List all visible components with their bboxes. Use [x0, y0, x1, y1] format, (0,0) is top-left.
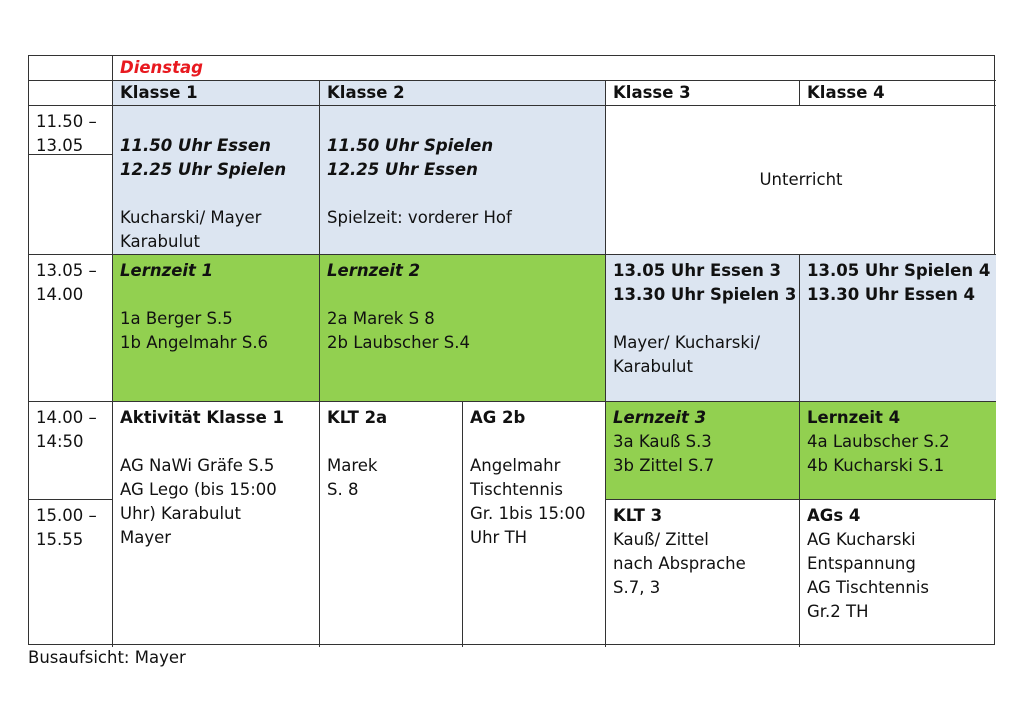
ag-entry: AG Kucharski: [807, 530, 916, 549]
time-slot-1: [29, 106, 113, 155]
lernzeit-title: Lernzeit 4: [807, 408, 901, 427]
block3-ag-2b: [463, 402, 606, 647]
note-text: nach Absprache: [613, 554, 746, 573]
supervisor-text: Kucharski/ Mayer: [120, 208, 262, 227]
block2-klasse-1: [113, 255, 320, 402]
ag-entry: Angelmahr: [470, 456, 561, 475]
block2-klasse-2: [320, 255, 606, 402]
block1-klasse-2: [320, 106, 606, 255]
ag-entry: AG Tischtennis: [807, 578, 930, 597]
block2-klasse-4: [800, 255, 996, 402]
block3-klasse-1: [113, 402, 320, 647]
header-klasse-1: Klasse 1: [113, 81, 320, 106]
block1-klasse-1: [113, 106, 320, 255]
teacher-text: Kauß/ Zittel: [613, 530, 709, 549]
time-slot-empty: [29, 155, 113, 255]
bus-supervision-note: Busaufsicht: Mayer: [28, 648, 186, 667]
block2-klasse-3: [606, 255, 800, 402]
ag-entry: AG Lego (bis 15:00: [120, 480, 277, 499]
header-klasse-3: Klasse 3: [606, 81, 800, 106]
day-title-cell: [113, 56, 996, 81]
schedule-entry: 11.50 Uhr Spielen: [327, 136, 494, 155]
location-text: Spielzeit: vorderer Hof: [327, 208, 512, 227]
time-end: 14:50: [36, 432, 84, 451]
block1-klasse-3-4: [606, 106, 996, 255]
time-start: 11.50 –: [36, 112, 97, 131]
header-klasse-4: Klasse 4: [800, 81, 996, 106]
schedule-entry: 13.05 Uhr Spielen 4: [807, 261, 991, 280]
schedule-entry: 12.25 Uhr Essen: [327, 160, 478, 179]
supervisor-text: Karabulut: [120, 232, 200, 251]
block3-klt-2a: [320, 402, 463, 647]
room-text: S.7, 3: [613, 578, 661, 597]
klt-title: KLT 3: [613, 506, 663, 525]
time-slot-2: [29, 255, 113, 402]
teacher-text: Marek: [327, 456, 378, 475]
group-entry: 2a Marek S 8: [327, 309, 435, 328]
time-header-cell: [29, 81, 113, 106]
ag-entry: Gr.2 TH: [807, 602, 869, 621]
ag-title: AG 2b: [470, 408, 526, 427]
lernzeit-title: Lernzeit 3: [613, 408, 707, 427]
group-entry: 3b Zittel S.7: [613, 456, 715, 475]
ag-entry: Mayer: [120, 528, 172, 547]
ag-entry: AG NaWi Gräfe S.5: [120, 456, 275, 475]
ag-entry: Entspannung: [807, 554, 916, 573]
ag-entry: Gr. 1bis 15:00: [470, 504, 586, 523]
supervisor-text: Mayer/ Kucharski/: [613, 333, 761, 352]
day-title: Dienstag: [120, 58, 203, 77]
group-entry: 4b Kucharski S.1: [807, 456, 945, 475]
block4-klasse-3: [606, 500, 800, 647]
activity-title: Aktivität Klasse 1: [120, 408, 284, 427]
time-start: 15.00 –: [36, 506, 97, 525]
ag-entry: Uhr) Karabulut: [120, 504, 241, 523]
timetable: [28, 55, 995, 645]
ag-entry: Uhr TH: [470, 528, 528, 547]
room-text: S. 8: [327, 480, 359, 499]
supervisor-text: Karabulut: [613, 357, 693, 376]
ag-title: AGs 4: [807, 506, 861, 525]
schedule-entry: 13.30 Uhr Essen 4: [807, 285, 976, 304]
block3-klasse-4: [800, 402, 996, 500]
schedule-entry: 13.30 Uhr Spielen 3: [613, 285, 797, 304]
time-end: 14.00: [36, 285, 84, 304]
time-start: 14.00 –: [36, 408, 97, 427]
block4-klasse-4: [800, 500, 996, 647]
group-entry: 1a Berger S.5: [120, 309, 233, 328]
schedule-entry: 13.05 Uhr Essen 3: [613, 261, 782, 280]
ag-entry: Tischtennis: [470, 480, 563, 499]
time-end: 13.05: [36, 136, 84, 155]
schedule-entry: 12.25 Uhr Spielen: [120, 160, 287, 179]
time-slot-3: [29, 402, 113, 500]
group-entry: 1b Angelmahr S.6: [120, 333, 269, 352]
group-entry: 2b Laubscher S.4: [327, 333, 470, 352]
lesson-label: Unterricht: [759, 170, 843, 189]
time-end: 15.55: [36, 530, 84, 549]
block3-klasse-3: [606, 402, 800, 500]
time-start: 13.05 –: [36, 261, 97, 280]
klt-title: KLT 2a: [327, 408, 388, 427]
corner-cell: [29, 56, 113, 81]
group-entry: 4a Laubscher S.2: [807, 432, 950, 451]
schedule-entry: 11.50 Uhr Essen: [120, 136, 271, 155]
lernzeit-title: Lernzeit 2: [327, 261, 421, 280]
time-slot-4: [29, 500, 113, 647]
lernzeit-title: Lernzeit 1: [120, 261, 214, 280]
group-entry: 3a Kauß S.3: [613, 432, 712, 451]
header-klasse-2: Klasse 2: [320, 81, 606, 106]
